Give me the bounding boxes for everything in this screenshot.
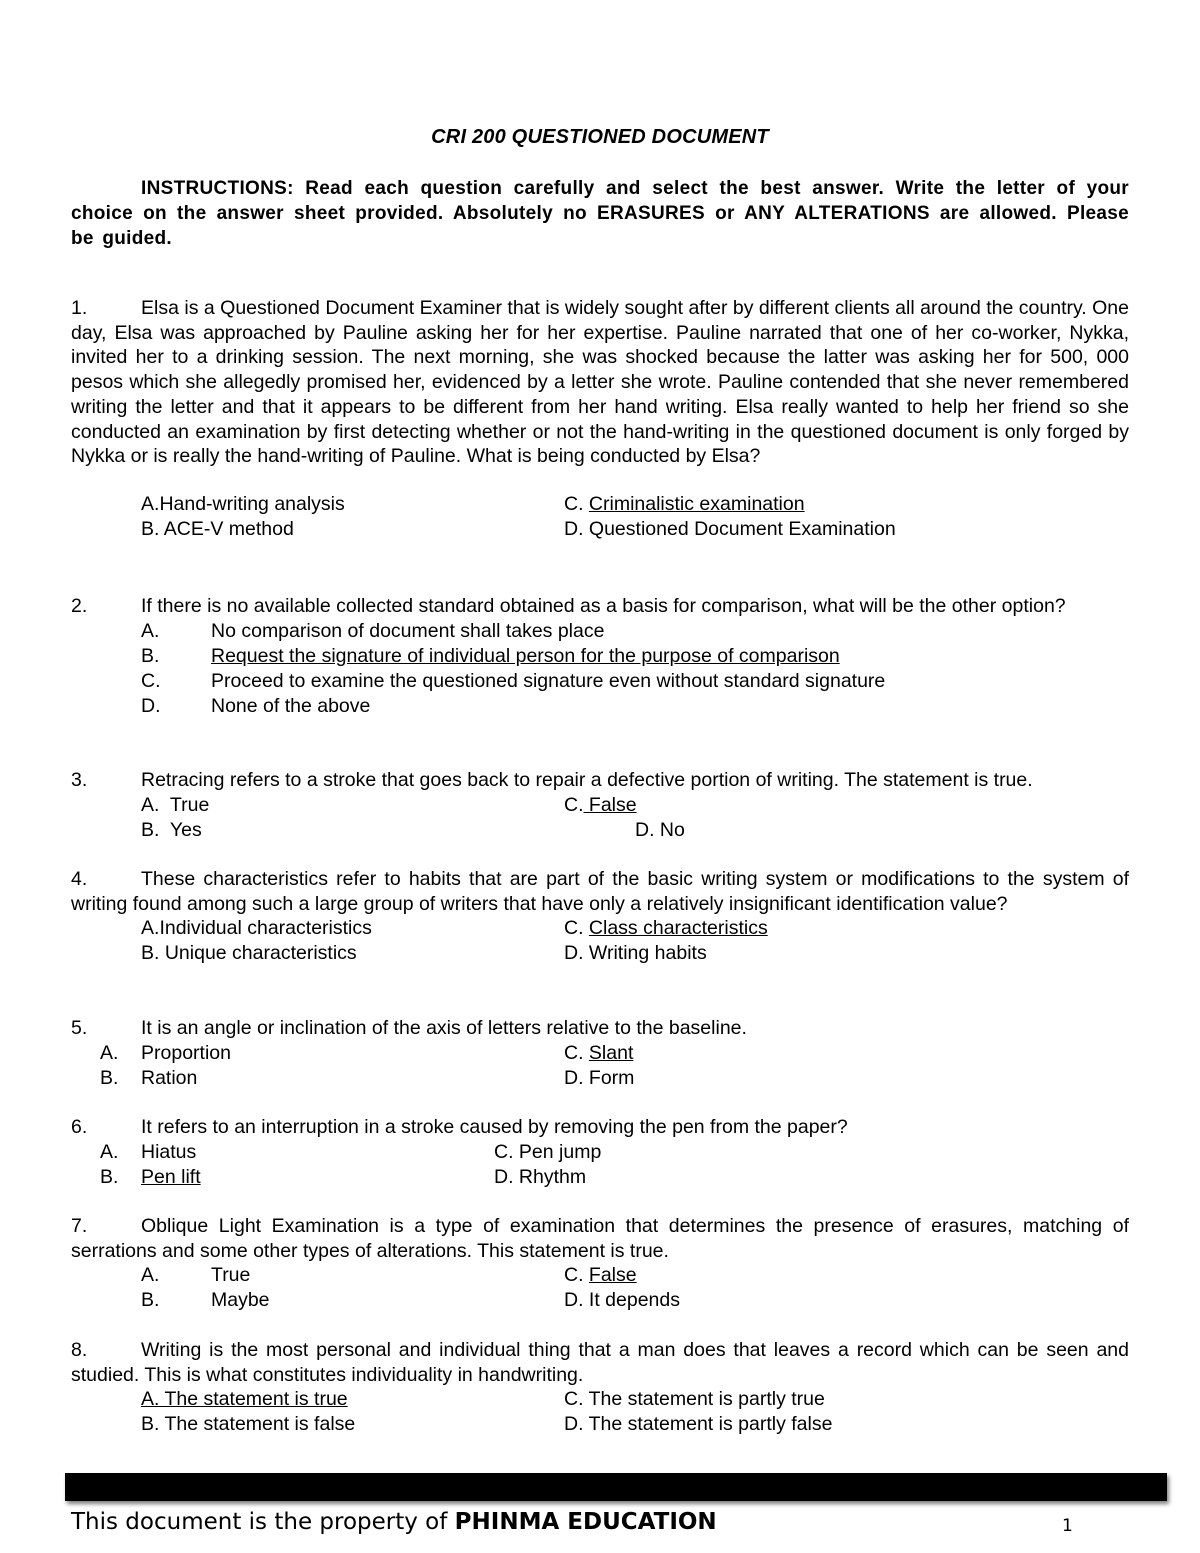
question-8 [71, 1338, 1129, 1437]
option-text: ACE-V method [163, 517, 294, 540]
option-a-text: True [211, 1264, 251, 1287]
option-text: Pen jump [518, 1140, 602, 1163]
option-list [71, 1041, 1129, 1091]
option-text: The statement is partly false [588, 1413, 833, 1436]
option-list [71, 793, 1129, 843]
option-text: True [169, 793, 210, 816]
option-list [71, 916, 1129, 966]
question-text: These characteristics refer to habits that are part of the basic writing system or modifications to the system of writing found among such a large group of writers that have only a relatively insignificant identification value? [71, 868, 1129, 915]
question-text: If there is no available collected standard obtained as a basis for comparison, what will be the other option? [141, 595, 1066, 617]
question-text: Oblique Light Examination is a type of examination that determines the presence of erasures, matching of serrations and some other types of alterations. This statement is true. [71, 1215, 1129, 1262]
option-d: D. No [635, 818, 685, 841]
answer-key-underline: Class characteristics [588, 917, 768, 940]
answer-key-underline: A. The statement is true [141, 1388, 348, 1411]
question-number: 5. [71, 1017, 88, 1039]
option-text: It depends [588, 1289, 680, 1312]
option-d: D. [141, 694, 161, 717]
option-a-text: Hiatus [141, 1140, 197, 1163]
footer-ownership-notice: This document is the property of PHINMA EDUCATION [71, 1509, 717, 1535]
option-c: C. Class characteristics [564, 917, 768, 940]
question-text: It refers to an interruption in a stroke caused by removing the pen from the paper? [141, 1116, 848, 1138]
question-7 [71, 1214, 1129, 1313]
option-c: C. [141, 669, 161, 692]
option-list [71, 1263, 1129, 1313]
option-b: B. [100, 1165, 119, 1188]
option-c: C. Criminalistic examination [564, 492, 805, 515]
option-d: D. Writing habits [564, 942, 707, 965]
question-2 [71, 594, 1129, 719]
option-d: D. Form [564, 1066, 635, 1089]
option-text: Hand-writing analysis [159, 492, 345, 515]
question-stem [71, 594, 1129, 619]
question-number: 1. [71, 297, 88, 319]
question-text: Elsa is a Questioned Document Examiner that is widely sought after by different clients all around the country. One day, Elsa was approached by Pauline asking her for her expertise. Pauline narrated that one of her co-worker, Nykka, invited her to a drinking session. The next morning, she was shocked because the latter was asking her for 500, 000 pesos which she allegedly promised her, evidenced by a letter she wrote. Pauline contended that she never remembered writing the letter and that it appears to be different from her hand writing. Elsa really wanted to help her friend so she conducted an examination by first detecting whether or not the hand-writing in the questioned document is only forged by Nykka or is really the hand-writing of Pauline. What is being conducted by Elsa? [71, 297, 1129, 468]
question-number: 4. [71, 868, 88, 890]
option-a: A. True [141, 793, 210, 816]
option-list [71, 1387, 1129, 1437]
option-a: A. [141, 619, 160, 642]
option-a-text: No comparison of document shall takes place [211, 619, 605, 642]
question-stem [71, 768, 1129, 793]
option-d: D. The statement is partly false [564, 1413, 833, 1436]
option-b: B. [100, 1066, 119, 1089]
option-c-text: Proceed to examine the questioned signature even without standard signature [211, 669, 886, 692]
page-number: 1 [1062, 1516, 1073, 1536]
question-4 [71, 867, 1129, 966]
option-text: Rhythm [518, 1165, 587, 1188]
option-b: B. [141, 1289, 160, 1312]
question-stem [71, 296, 1129, 469]
option-a-text: Proportion [141, 1041, 231, 1064]
answer-key-underline: Request the signature of individual person for the purpose of comparison [211, 644, 840, 667]
option-b: B. Yes [141, 818, 202, 841]
question-number: 3. [71, 769, 88, 791]
option-a: A. [141, 1264, 160, 1287]
question-stem [71, 1115, 1129, 1140]
option-b-text: Ration [141, 1066, 198, 1089]
question-5 [71, 1016, 1129, 1091]
option-text: Unique characteristics [164, 942, 357, 965]
question-stem [71, 1338, 1129, 1387]
question-1 [71, 296, 1129, 544]
option-list [71, 1140, 1129, 1190]
option-text: The statement is partly true [588, 1388, 825, 1411]
footer-owner: PHINMA EDUCATION [454, 1509, 717, 1535]
option-d: D. It depends [564, 1289, 680, 1312]
question-text: Writing is the most personal and individual thing that a man does that leaves a record which can be seen and studied. This is what constitutes individuality in handwriting. [71, 1339, 1129, 1386]
question-stem [71, 867, 1129, 916]
option-c: C. Slant [564, 1041, 634, 1064]
option-text: Writing habits [588, 942, 707, 965]
option-a: A.Hand-writing analysis [141, 492, 345, 515]
footer-bar [65, 1473, 1167, 1501]
answer-key-underline: False [588, 1264, 637, 1287]
answer-key-underline: Pen lift [141, 1165, 201, 1188]
answer-key-underline: False [583, 793, 637, 816]
option-a: A.Individual characteristics [141, 917, 372, 940]
answer-key-underline: Slant [588, 1041, 634, 1064]
option-d: D. Rhythm [494, 1165, 587, 1188]
question-number: 6. [71, 1116, 88, 1138]
instructions-paragraph: INSTRUCTIONS: Read each question carefully and select the best answer. Write the letter of your choice on the answer sheet provided. Absolutely no ERASURES or ANY ALTERATIONS are allowed. Please be guided. [71, 178, 1129, 249]
option-c: C. The statement is partly true [564, 1388, 825, 1411]
option-text: Form [588, 1066, 635, 1089]
question-number: 7. [71, 1215, 88, 1237]
question-text: It is an angle or inclination of the axis of letters relative to the baseline. [141, 1017, 747, 1039]
option-text: Yes [169, 818, 202, 841]
question-number: 2. [71, 595, 88, 617]
option-text: Individual characteristics [159, 917, 372, 940]
option-d: D. Questioned Document Examination [564, 517, 896, 540]
option-a: A. [100, 1041, 119, 1064]
question-number: 8. [71, 1339, 88, 1361]
option-c: C. False [564, 1264, 637, 1287]
option-b: B. Unique characteristics [141, 942, 357, 965]
question-6 [71, 1115, 1129, 1190]
question-stem [71, 1016, 1129, 1041]
question-stem [71, 1214, 1129, 1263]
answer-key-underline: Criminalistic examination [588, 492, 805, 515]
option-c: C. False [564, 793, 637, 816]
option-b-text: Maybe [211, 1289, 270, 1312]
option-c: C. Pen jump [494, 1140, 602, 1163]
question-text: Retracing refers to a stroke that goes back to repair a defective portion of writing. The statement is true. [141, 769, 1033, 791]
option-b: B. The statement is false [141, 1413, 356, 1436]
option-a: A. [100, 1140, 119, 1163]
option-b: B. [141, 644, 160, 667]
question-3 [71, 768, 1129, 843]
option-d-text: None of the above [211, 694, 371, 717]
option-list [71, 619, 1129, 719]
option-b: B. ACE-V method [141, 517, 294, 540]
option-text: Questioned Document Examination [588, 517, 896, 540]
option-list [71, 492, 1129, 544]
option-text: No [659, 818, 685, 841]
document-title: CRI 200 QUESTIONED DOCUMENT [431, 126, 769, 148]
